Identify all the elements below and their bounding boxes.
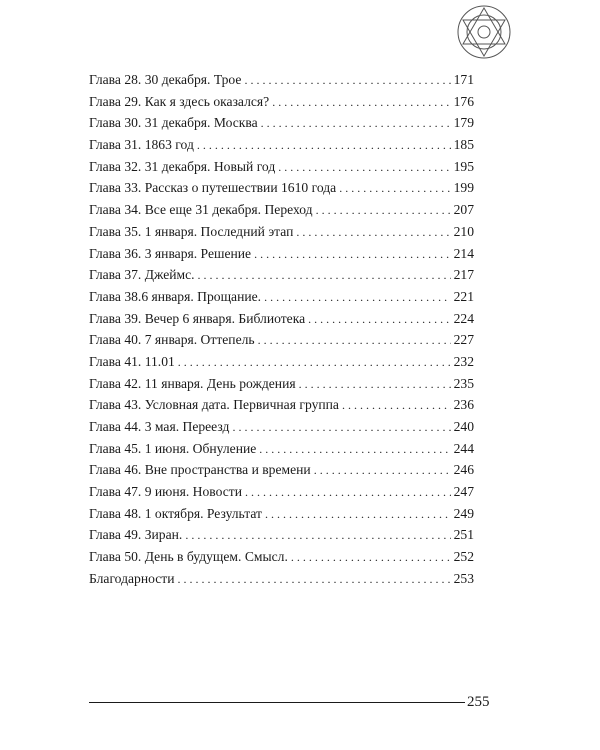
toc-entry — [89, 329, 474, 351]
toc-dot-leader — [339, 178, 450, 200]
toc-entry-title: Глава 44. 3 мая. Переезд — [89, 419, 230, 434]
toc-entry-title: Глава 34. Все еще 31 декабря. Переход — [89, 202, 313, 218]
toc-entry — [89, 243, 474, 265]
toc-entry — [89, 373, 474, 395]
toc-entry-page: 217 — [453, 267, 474, 283]
toc-dot-leader — [261, 113, 451, 135]
toc-entry-title: Глава 46. Вне пространства и времени — [89, 462, 311, 478]
toc-entry — [89, 394, 474, 416]
toc-dot-leader — [178, 569, 451, 591]
toc-entry-title: Глава 40. 7 января. Оттепель — [89, 332, 255, 348]
toc-entry — [89, 503, 474, 525]
toc-dot-leader — [314, 460, 451, 482]
toc-dot-leader — [254, 244, 451, 266]
toc-entry — [89, 459, 474, 481]
toc-entry — [89, 546, 474, 568]
toc-dot-leader — [316, 200, 451, 222]
toc-entry — [89, 308, 474, 330]
toc-entry-title: Глава 31. 1863 год — [89, 137, 194, 153]
toc-entry-page: 176 — [453, 93, 474, 109]
toc-entry-page: 185 — [453, 137, 474, 153]
toc-entry-page: 221 — [453, 288, 474, 304]
toc-entry-page: 224 — [453, 310, 474, 326]
toc-dot-leader — [258, 330, 451, 352]
toc-dot-leader — [264, 287, 451, 309]
toc-entry-title: Глава 38.6 января. Прощание. — [89, 288, 262, 304]
toc-entry-page: 195 — [453, 158, 474, 174]
toc-entry-page: 253 — [453, 570, 474, 586]
toc-entry-title: Глава 28. 30 декабря. Трое — [89, 72, 242, 87]
toc-entry-page: 171 — [453, 72, 474, 87]
toc-dot-leader — [299, 374, 451, 396]
toc-entry-page: 251 — [453, 527, 474, 543]
toc-entry-page: 210 — [453, 223, 474, 239]
toc-entry-title: Глава 37. Джеймс. — [89, 267, 195, 283]
toc-entry — [89, 134, 474, 156]
toc-entry-title: Глава 48. 1 октября. Результат — [89, 505, 262, 521]
toc-entry-title: Глава 47. 9 июня. Новости — [89, 484, 242, 500]
toc-entry — [89, 568, 474, 590]
toc-entry-page: 247 — [453, 484, 474, 500]
toc-dot-leader — [296, 222, 450, 244]
toc-entry-title: Глава 49. Зиран. — [89, 527, 183, 543]
toc-entry-page: 252 — [453, 549, 474, 565]
toc-dot-leader — [259, 439, 450, 461]
toc-dot-leader — [232, 417, 450, 439]
toc-entry-title: Благодарности — [89, 570, 175, 586]
toc-entry-page: 227 — [453, 332, 474, 348]
toc-entry — [89, 69, 474, 91]
toc-entry-title: Глава 43. Условная дата. Первичная группа — [89, 397, 339, 413]
toc-dot-leader — [197, 135, 451, 157]
toc-entry — [89, 177, 474, 199]
toc-entry-title: Глава 35. 1 января. Последний этап — [89, 223, 294, 239]
toc-dot-leader — [265, 504, 451, 526]
toc-entry-page: 240 — [453, 419, 474, 434]
toc-entry — [89, 199, 474, 221]
toc-entry-page: 244 — [453, 440, 474, 456]
toc-dot-leader — [198, 265, 451, 287]
toc-dot-leader — [245, 482, 451, 504]
toc-entry — [89, 156, 474, 178]
toc-entry-title: Глава 42. 11 января. День рождения — [89, 375, 296, 391]
toc-entry — [89, 416, 474, 438]
toc-entry-title: Глава 36. 3 января. Решение — [89, 245, 252, 261]
toc-dot-leader — [278, 157, 450, 179]
toc-entry-title: Глава 29. Как я здесь оказался? — [89, 93, 270, 109]
toc-dot-leader — [272, 92, 450, 114]
toc-entry-page: 235 — [453, 375, 474, 391]
toc-dot-leader — [178, 352, 451, 374]
toc-entry — [89, 438, 474, 460]
toc-entry-page: 199 — [453, 180, 474, 196]
toc-entry-page: 236 — [453, 397, 474, 413]
toc-entry-title: Глава 30. 31 декабря. Москва — [89, 115, 258, 131]
toc-entry-page: 214 — [453, 245, 474, 261]
page-number: 255 — [467, 694, 490, 710]
toc-entry-title: Глава 33. Рассказ о путешествии 1610 года — [89, 180, 337, 196]
toc-entry-page: 246 — [453, 462, 474, 478]
toc-entry-page: 232 — [453, 353, 474, 369]
toc-entry-title: Глава 41. 11.01 — [89, 353, 175, 369]
toc-dot-leader — [185, 525, 450, 547]
toc-entry-title: Глава 45. 1 июня. Обнуление — [89, 440, 257, 456]
toc-entry — [89, 286, 474, 308]
toc-dot-leader — [308, 309, 450, 331]
toc-entry-title: Глава 50. День в будущем. Смысл. — [89, 549, 288, 565]
toc-entry — [89, 112, 474, 134]
sacred-geometry-emblem-icon — [456, 4, 512, 60]
toc-entry — [89, 481, 474, 503]
toc-entry — [89, 264, 474, 286]
toc-entry — [89, 351, 474, 373]
toc-entry — [89, 221, 474, 243]
footer-rule — [89, 702, 465, 703]
toc-entry-title: Глава 32. 31 декабря. Новый год — [89, 158, 276, 174]
toc-dot-leader — [291, 547, 451, 569]
table-of-contents — [89, 69, 474, 590]
toc-entry — [89, 91, 474, 113]
toc-dot-leader — [244, 70, 450, 92]
toc-entry-page: 207 — [453, 202, 474, 218]
toc-entry-page: 179 — [453, 115, 474, 131]
toc-entry-page: 249 — [453, 505, 474, 521]
toc-entry-title: Глава 39. Вечер 6 января. Библиотека — [89, 310, 306, 326]
toc-entry — [89, 524, 474, 546]
toc-dot-leader — [342, 395, 451, 417]
